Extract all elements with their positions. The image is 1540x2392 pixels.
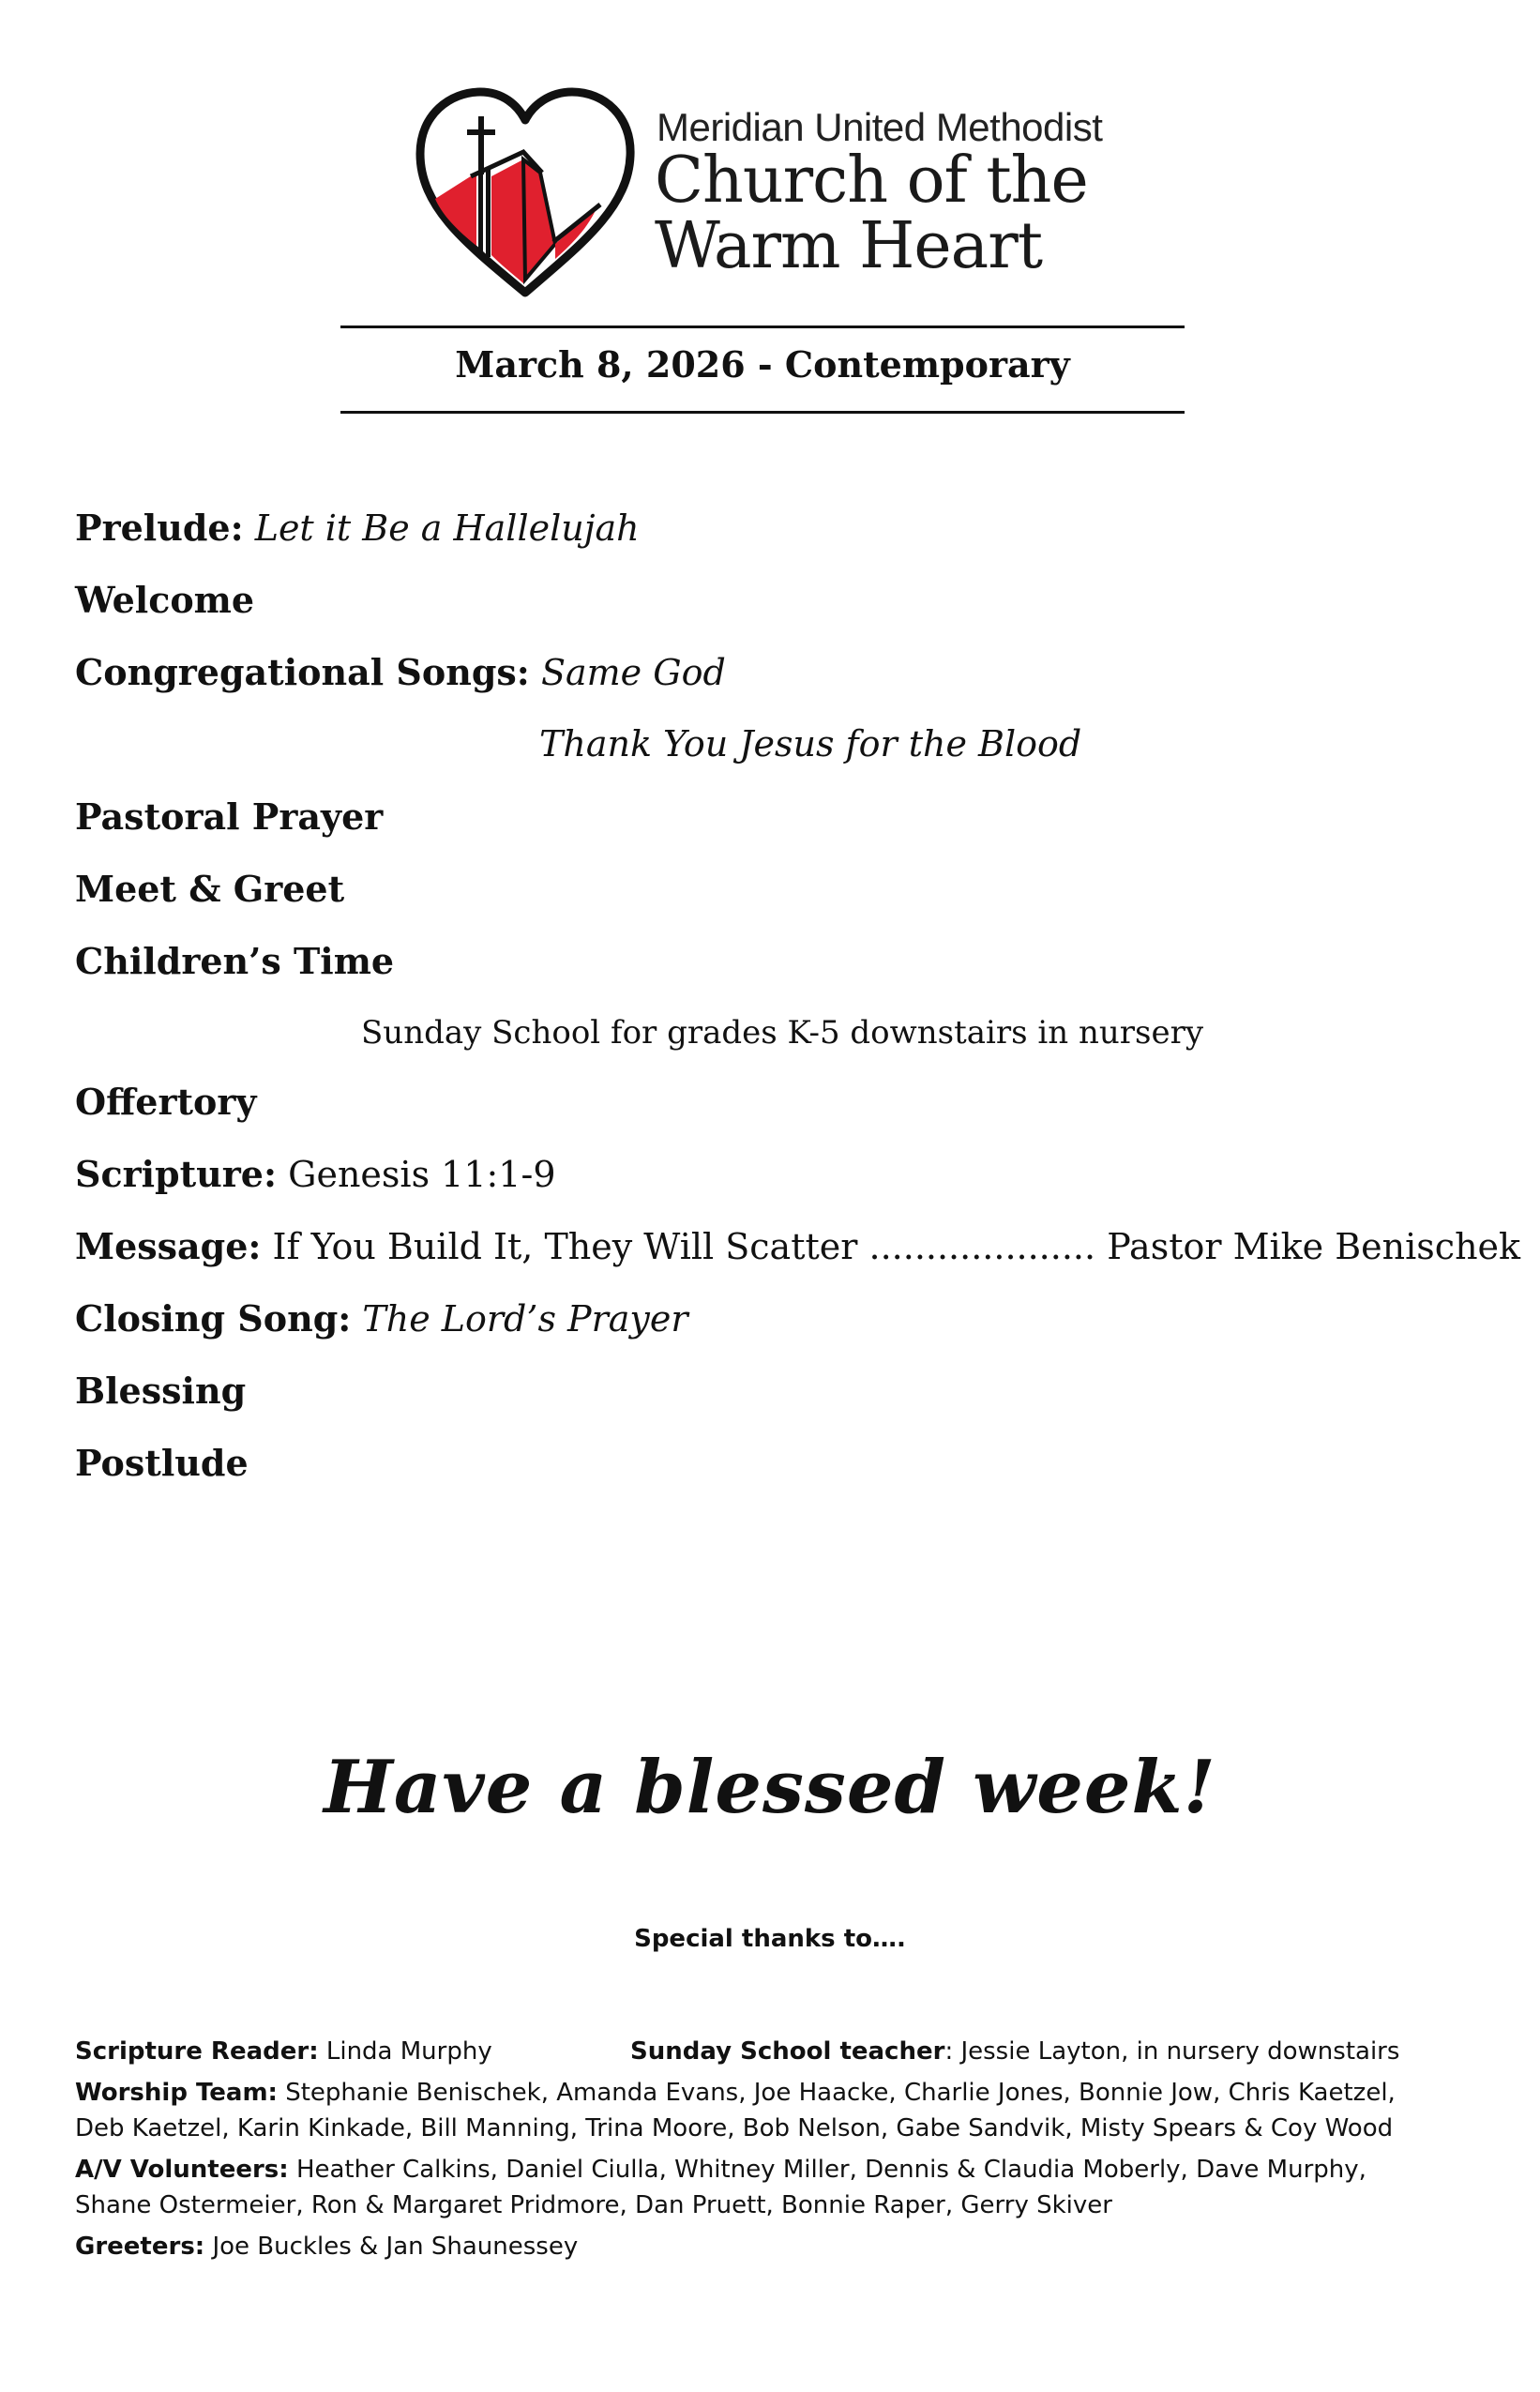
song-2-title: Thank You Jesus for the Blood [539, 723, 1082, 765]
greeters-label: Greeters: [75, 2233, 205, 2261]
scripture-item [75, 1153, 556, 1195]
greeters-row [75, 2229, 578, 2264]
greeters-names: Joe Buckles & Jan Shaunessey [204, 2233, 579, 2261]
blessing-label: Blessing [75, 1370, 247, 1412]
meet-greet-label: Meet & Greet [75, 868, 345, 910]
worship-team-row-1 [75, 2075, 1396, 2111]
prelude-title: Let it Be a Hallelujah [254, 507, 640, 549]
worship-team-names-2: Deb Kaetzel, Karin Kinkade, Bill Manning, Trina Moore, Bob Nelson, Gabe Sandvik, Misty Spears & Coy Wood [75, 2114, 1394, 2142]
scripture-reader-label: Scripture Reader: [75, 2037, 319, 2066]
av-volunteers-label: A/V Volunteers: [75, 2156, 289, 2184]
childrens-time-item [75, 940, 394, 982]
closing-song-item [75, 1297, 688, 1340]
av-volunteers-names-2: Shane Ostermeier, Ron & Margaret Pridmore, Dan Pruett, Bonnie Raper, Gerry Skiver [75, 2191, 1112, 2219]
congregational-songs-item [75, 651, 726, 693]
postlude-item [75, 1442, 249, 1484]
message-speaker: Pastor Mike Benischek [1107, 1226, 1521, 1267]
special-thanks-heading: Special thanks to…. [634, 1925, 906, 1953]
heart-cross-logo-icon [413, 86, 638, 302]
worship-team-names-1: Stephanie Benischek, Amanda Evans, Joe Haacke, Charlie Jones, Bonnie Jow, Chris Kaetzel, [277, 2079, 1396, 2107]
header-rule-bottom [340, 411, 1185, 414]
header-rule-top [340, 325, 1185, 328]
welcome-label: Welcome [75, 579, 255, 621]
blessing-item [75, 1370, 246, 1412]
congregational-songs-label: Congregational Songs: [75, 651, 530, 693]
closing-message: Have a blessed week! [324, 1745, 1216, 1830]
closing-song-title: The Lord’s Prayer [362, 1298, 688, 1340]
church-name [655, 144, 1088, 283]
sunday-school-teacher-row [630, 2034, 1399, 2069]
scripture-reader-name: Linda Murphy [318, 2037, 492, 2066]
meet-greet-item [75, 868, 344, 910]
childrens-time-label: Children’s Time [75, 940, 395, 982]
prelude-item [75, 507, 640, 549]
pastoral-prayer-item [75, 795, 383, 838]
offertory-label: Offertory [75, 1081, 257, 1123]
av-volunteers-row-1 [75, 2152, 1366, 2188]
service-date: March 8, 2026 - Contemporary [455, 343, 1070, 386]
message-item [75, 1225, 1520, 1267]
av-volunteers-names-1: Heather Calkins, Daniel Ciulla, Whitney Miller, Dennis & Claudia Moberly, Dave Murphy, [288, 2156, 1366, 2184]
postlude-label: Postlude [75, 1442, 249, 1484]
prelude-label: Prelude: [75, 507, 244, 549]
worship-team-row-2 [75, 2111, 1393, 2146]
sunday-school-teacher-name: : Jessie Layton, in nursery downstairs [944, 2037, 1400, 2066]
church-name-line-2: Warm Heart [655, 209, 1043, 283]
scripture-text: Genesis 11:1-9 [288, 1154, 556, 1195]
welcome-item [75, 579, 254, 621]
song-1-title: Same God [540, 652, 726, 693]
sunday-school-teacher-label: Sunday School teacher [630, 2037, 945, 2066]
worship-team-label: Worship Team: [75, 2079, 278, 2107]
pastoral-prayer-label: Pastoral Prayer [75, 795, 384, 838]
sunday-school-note: Sunday School for grades K-5 downstairs in nursery [361, 1014, 1204, 1052]
closing-song-label: Closing Song: [75, 1297, 352, 1340]
offertory-item [75, 1081, 257, 1123]
scripture-label: Scripture: [75, 1153, 278, 1195]
message-title: If You Build It, They Will Scatter [272, 1226, 858, 1267]
church-name-line-1: Church of the [655, 144, 1088, 218]
message-leader-dots: .................... [868, 1226, 1096, 1267]
church-subtitle: Meridian United Methodist [657, 105, 1103, 149]
scripture-reader-row [75, 2034, 492, 2069]
message-label: Message: [75, 1225, 262, 1267]
av-volunteers-row-2 [75, 2188, 1112, 2223]
